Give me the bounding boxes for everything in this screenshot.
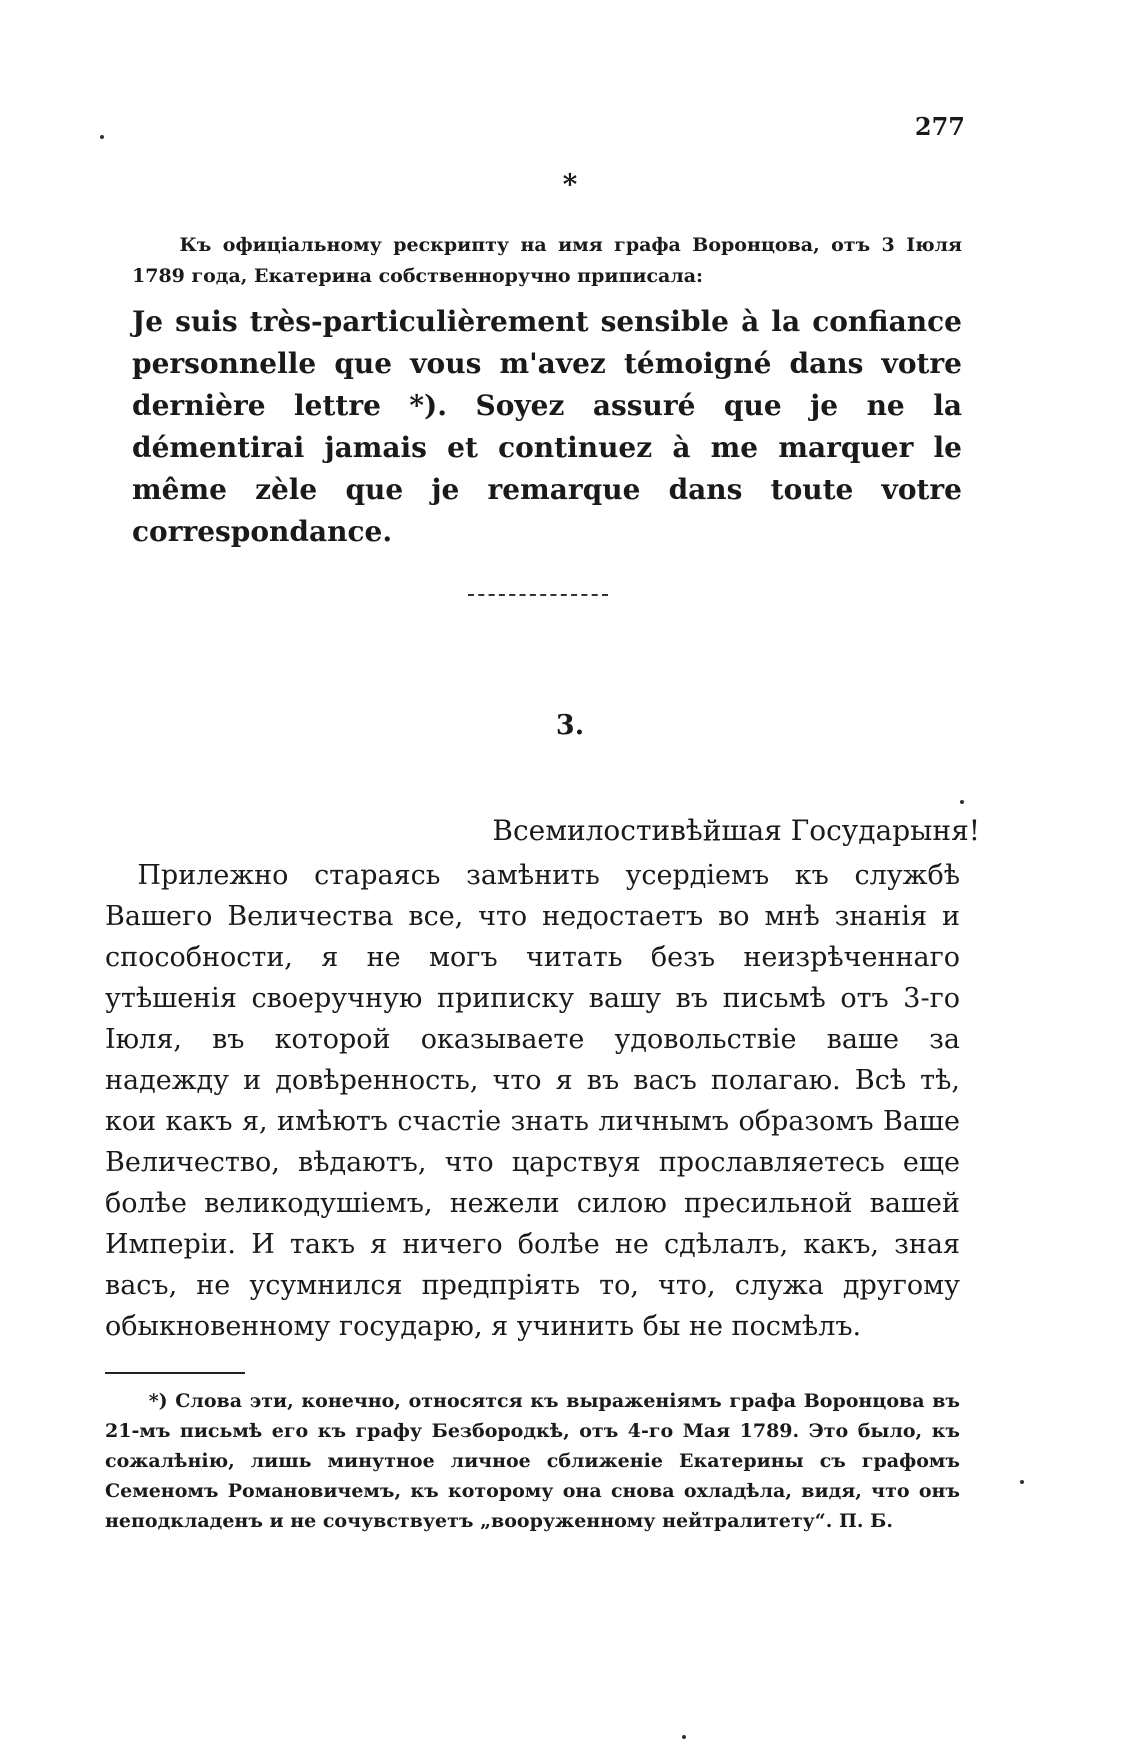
print-speck	[960, 800, 964, 804]
letter-body: Прилежно стараясь замѣнить усердіемъ къ службѣ Вашего Величества все, что недостаетъ во мнѣ знанія и способности, я не могъ читать безъ неизрѣченнаго утѣшенія своеручную приписку вашу въ письмѣ отъ 3-го Іюля, въ которой оказываете удовольствіе ваше за надежду и довѣренность, что я въ васъ полагаю. Всѣ тѣ, кои какъ я, имѣютъ счастіе знать личнымъ образомъ Ваше Величество, вѣдаютъ, что царствуя прославляетесь еще болѣе великодушіемъ, нежели силою пресильной вашей Имперіи. И такъ я ничего болѣе не сдѣлалъ, какъ, зная васъ, не усумнился предпріять то, что, служа другому обыкновенному государю, я учинить бы не посмѣлъ.	[105, 860, 960, 1342]
print-speck	[100, 135, 104, 139]
print-speck	[1020, 1480, 1024, 1484]
footnote: *) Слова эти, конечно, относятся къ выраженіямъ графа Воронцова въ 21-мъ письмѣ его къ графу Безбородкѣ, отъ 4-го Мая 1789. Это было, къ сожалѣнію, лишь минутное личное сближеніе Екатерины съ графомъ Семеномъ Романовичемъ, къ которому она снова охладѣла, видя, что онъ неподкладенъ и не сочувствуетъ „вооруженному нейтралитету“. П. Б.	[105, 1390, 960, 1532]
page-number: 277	[914, 112, 965, 141]
section-separator	[468, 594, 608, 596]
footnote-rule	[105, 1372, 245, 1374]
french-note	[132, 301, 962, 553]
french-note-text: Je suis très-particulièrement sensible à la confiance personnelle que vous m'avez témoigné dans votre dernière lettre *). Soyez assuré que je ne la démentirai jamais et continuez à me marquer le même zèle que je remarque dans toute votre correspondance.	[132, 305, 962, 548]
print-speck	[682, 1735, 686, 1739]
section-number: 3.	[555, 710, 585, 741]
intro-paragraph: Къ офиціальному рескрипту на имя графа Воронцова, отъ 3 Іюля 1789 года, Екатерина собственноручно приписала:	[132, 234, 962, 287]
asterisk-ornament: *	[562, 168, 578, 201]
letter-salutation: Всемилостивѣйшая Государыня!	[492, 814, 980, 847]
